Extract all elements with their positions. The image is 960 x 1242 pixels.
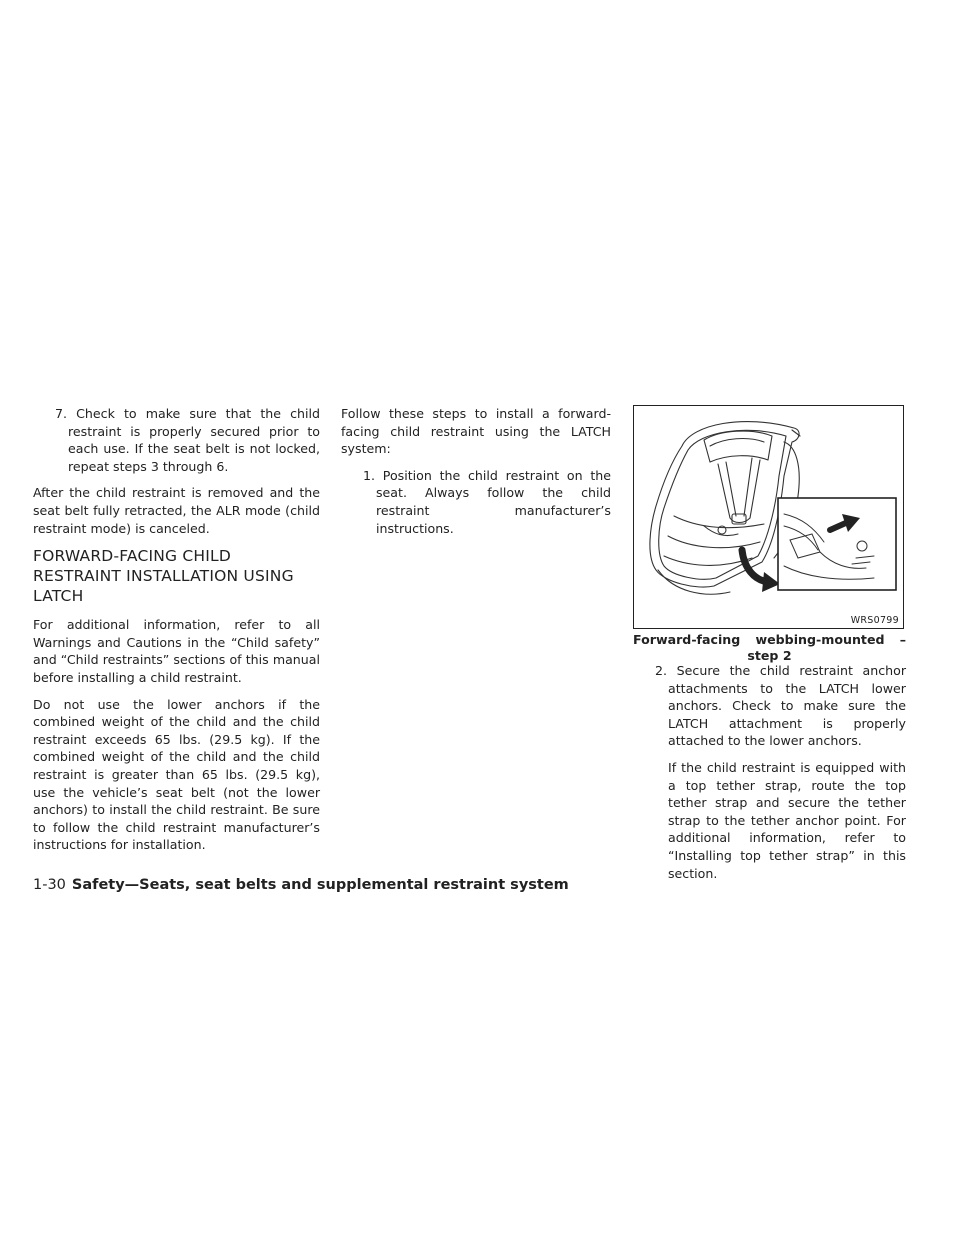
left-column (33, 405, 320, 863)
caption-line-2: step 2 (747, 648, 792, 663)
step-2-number: 2. (655, 663, 668, 678)
lower-anchor-warning-paragraph: Do not use the lower anchors if the combined weight of the child and the child restraint exceeds 65 lbs. (29.5 kg). If the combined weight of the child and the child restraint is greater than 65 lbs. (29.5 kg), use the vehicle’s seat belt (not the lower anchors) to install the child restraint. Be sure to follow the child restraint manufacturer’s instructions for installation. (33, 696, 320, 853)
step-7 (33, 405, 320, 475)
step-7-text: Check to make sure that the child restraint is properly secured prior to each use. If the seat belt is not locked, repeat steps 3 through 6. (68, 406, 321, 474)
figure-code: WRS0799 (850, 615, 899, 626)
child-seat-figure (633, 405, 904, 629)
child-seat-illustration (634, 406, 903, 628)
step-1-number: 1. (363, 467, 376, 483)
step-2-tether-paragraph: If the child restraint is equipped with a top tether strap, route the top tether strap and secure the tether strap to the tether anchor point. For additional information, refer to “Installing top tether strap” in this section. (668, 759, 906, 881)
page-number: 1-30 (33, 877, 66, 893)
section-heading: FORWARD-FACING CHILD RESTRAINT INSTALLATION USING LATCH (33, 547, 294, 606)
caption-line-1: Forward-facing webbing-mounted – (633, 632, 906, 647)
middle-column (341, 405, 611, 546)
step-1-text: Position the child restraint on the seat. Always follow the child restraint manufacturer’s instructions. (376, 467, 611, 536)
right-column (633, 662, 906, 891)
additional-info-paragraph: For additional information, refer to all Warnings and Cautions in the “Child safety” and “Child restraints” sections of this manual before installing a child restraint. (33, 617, 320, 685)
step-7-number: 7. (55, 406, 68, 421)
section-title: Safety—Seats, seat belts and supplemental restraint system (71, 877, 569, 893)
latch-intro-paragraph: Follow these steps to install a forward-facing child restraint using the LATCH system: (341, 406, 611, 457)
figure-caption (633, 632, 906, 664)
page-footer (33, 877, 569, 893)
step-2 (633, 662, 906, 750)
step-2-text: Secure the child restraint anchor attachments to the LATCH lower anchors. Check to make sure the LATCH attachment is properly attached to the lower anchors. (668, 663, 906, 749)
alr-cancel-paragraph: After the child restraint is removed and the seat belt fully retracted, the ALR mode (child restraint mode) is canceled. (33, 485, 320, 536)
step-1 (341, 467, 611, 537)
